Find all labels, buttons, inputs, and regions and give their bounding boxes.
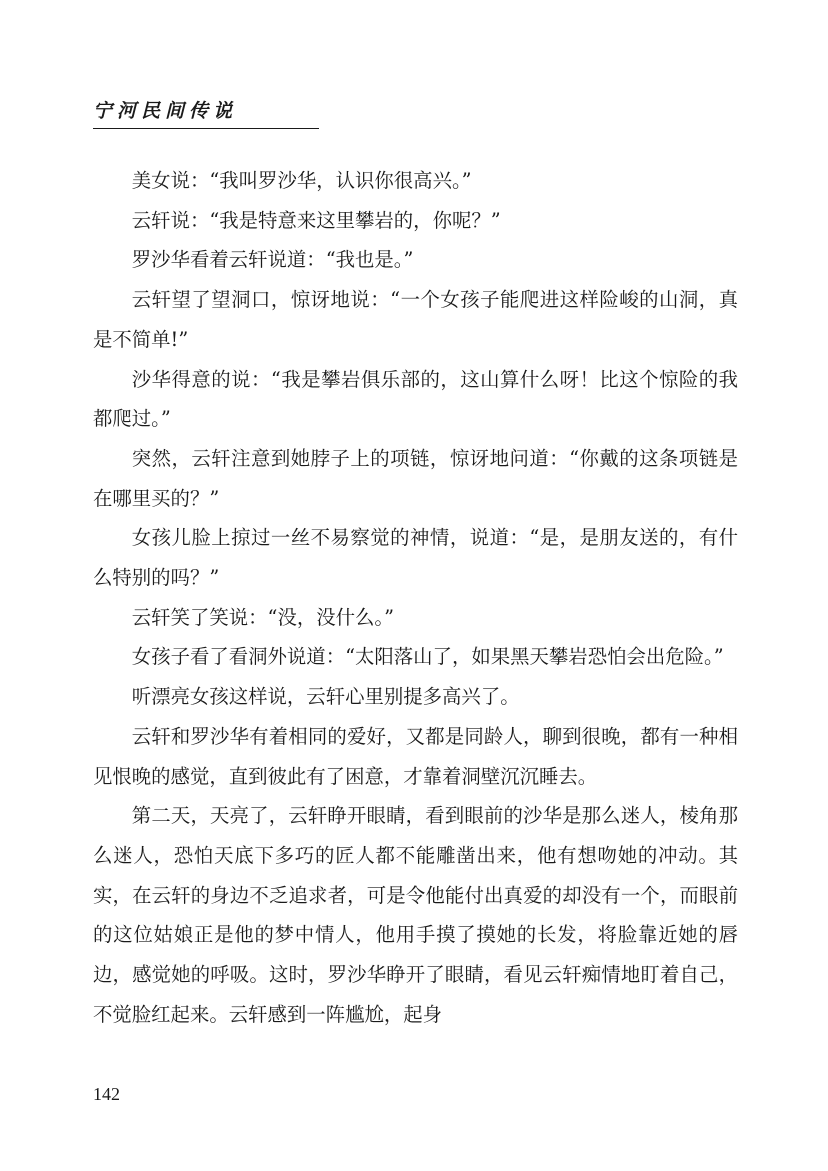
paragraph: 女孩儿脸上掠过一丝不易察觉的神情，说道：“是，是朋友送的，有什么特别的吗？” xyxy=(93,526,738,590)
paragraph: 云轩说：“我是特意来这里攀岩的，你呢？” xyxy=(131,208,501,232)
paragraph: 美女说：“我叫罗沙华，认识你很高兴。” xyxy=(131,169,472,192)
paragraph: 云轩望了望洞口，惊讶地说：“一个女孩子能爬进这样险峻的山洞，真是不简单!” xyxy=(93,288,738,351)
book-title: 宁河民间传说 xyxy=(93,100,238,122)
paragraph: 罗沙华看着云轩说道：“我也是。” xyxy=(131,248,414,272)
running-header xyxy=(93,98,319,129)
paragraph: 女孩子看了看洞外说道：“太阳落山了，如果黑天攀岩恐怕会出危险。” xyxy=(131,645,724,669)
paragraph: 云轩笑了笑说：“没，没什么。” xyxy=(131,605,395,629)
body-text xyxy=(93,161,738,1034)
paragraph: 突然，云轩注意到她脖子上的项链，惊讶地问道：“你戴的这条项链是在哪里买的？” xyxy=(93,446,738,510)
page-number: 142 xyxy=(93,1084,120,1104)
paragraph: 第二天，天亮了，云轩睁开眼睛，看到眼前的沙华是那么迷人，棱角那么迷人，恐怕天底下多巧的匠人都不能雕凿出来，他有想吻她的冲动。其实，在云轩的身边不乏追求者，可是令他能付出真爱的却没有一个，而眼前的这位姑娘正是他的梦中情人，他用手摸了摸她的长发，将脸靠近她的唇边，感觉她的呼吸。这时，罗沙华睁开了眼睛，看见云轩痴情地盯着自己，不觉脸红起来。云轩感到一阵尴尬，起身 xyxy=(93,804,738,1026)
paragraph: 云轩和罗沙华有着相同的爱好，又都是同龄人，聊到很晚，都有一种相见恨晚的感觉，直到彼此有了困意，才靠着洞壁沉沉睡去。 xyxy=(93,724,738,788)
paragraph: 沙华得意的说：“我是攀岩俱乐部的，这山算什么呀！比这个惊险的我都爬过。” xyxy=(93,367,738,431)
paragraph: 听漂亮女孩这样说，云轩心里别提多高兴了。 xyxy=(131,685,520,709)
